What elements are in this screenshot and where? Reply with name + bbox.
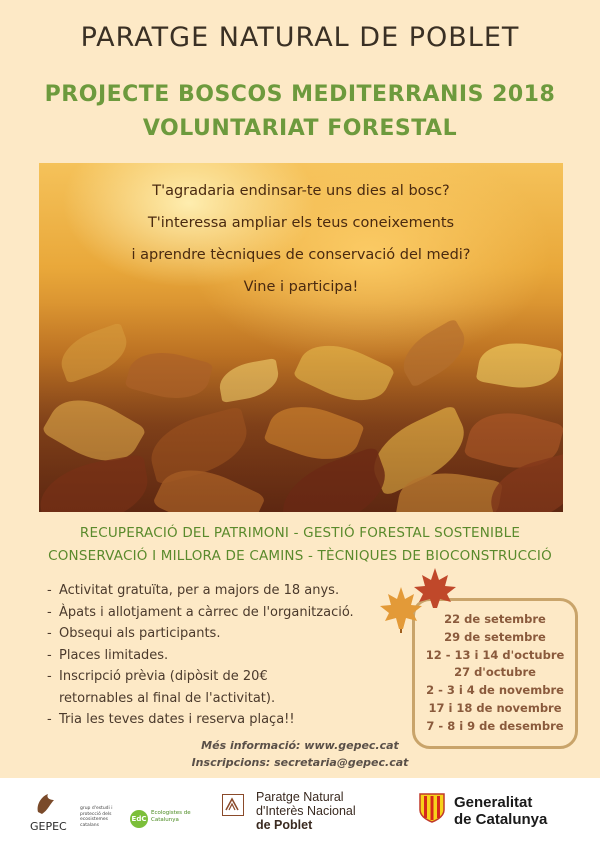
maple-leaf-icon — [412, 566, 458, 612]
more-info-link[interactable]: Més informació: www.gepec.cat — [201, 739, 399, 752]
list-item: 12 - 13 i 14 d'octubre — [425, 647, 565, 662]
footer-logos — [0, 778, 600, 848]
poblet-logo-text: Paratge Natural d'Interès Nacional de Poblet — [256, 790, 356, 832]
topics-line-2: CONSERVACIÓ I MILLORA DE CAMINS - TÈCNIQUES DE BIOCONSTRUCCIÓ — [48, 548, 552, 564]
list-item: - Activitat gratuïta, per a majors de 18 anys. — [47, 580, 387, 602]
list-item: - Àpats i allotjament a càrrec de l'organització. — [47, 602, 387, 624]
list-item: - Tria les teves dates i reserva plaça!! — [47, 709, 387, 731]
dates-list — [412, 611, 578, 736]
volunteer-subtitle: VOLUNTARIAT FORESTAL — [142, 116, 458, 141]
gepec-name: GEPEC — [30, 820, 67, 833]
bird-icon — [34, 792, 56, 818]
generalitat-logo-text: Generalitat de Catalunya — [454, 794, 548, 828]
list-item: 7 - 8 i 9 de desembre — [426, 718, 564, 733]
photo-line-2: T'interessa ampliar els teus coneixements — [147, 215, 455, 231]
page-title: PARATGE NATURAL DE POBLET — [80, 22, 520, 53]
ecologistes-text: Ecologistes de Catalunya — [151, 810, 191, 823]
photo-line-1: T'agradaria endinsar-te uns dies al bosc? — [152, 183, 450, 199]
poblet-logo-icon — [222, 794, 244, 816]
autumn-leaves-photo — [39, 163, 563, 512]
list-item: retornables al final de l'activitat). — [59, 690, 276, 706]
gepec-logo — [30, 792, 190, 836]
conditions-list — [47, 580, 387, 731]
list-item: - Places limitades. — [47, 645, 387, 667]
project-subtitle: PROJECTE BOSCOS MEDITERRANIS 2018 — [44, 82, 556, 107]
signup-email-link[interactable]: Inscripcions: secretaria@gepec.cat — [191, 756, 409, 769]
list-item: - Obsequi als participants. — [47, 623, 387, 645]
ecologistes-badge: EdC — [130, 810, 148, 828]
list-item: 27 d'octubre — [454, 665, 536, 680]
list-item: 17 i 18 de novembre — [428, 700, 562, 715]
list-item: 2 - 3 i 4 de novembre — [426, 683, 564, 698]
topics-line-1: RECUPERACIÓ DEL PATRIMONI - GESTIÓ FORESTAL SOSTENIBLE — [79, 525, 521, 541]
photo-line-3: i aprendre tècniques de conservació del medi? — [131, 247, 471, 263]
photo-line-4: Vine i participa! — [243, 279, 359, 295]
gepec-subtitle: grup d'estudi i protecció dels ecosistemes catalans — [80, 806, 113, 828]
list-item: 29 de setembre — [444, 629, 546, 644]
list-item: - Inscripció prèvia (dipòsit de 20€ — [47, 666, 387, 688]
list-item: 22 de setembre — [444, 612, 546, 626]
generalitat-shield-icon — [418, 792, 446, 824]
